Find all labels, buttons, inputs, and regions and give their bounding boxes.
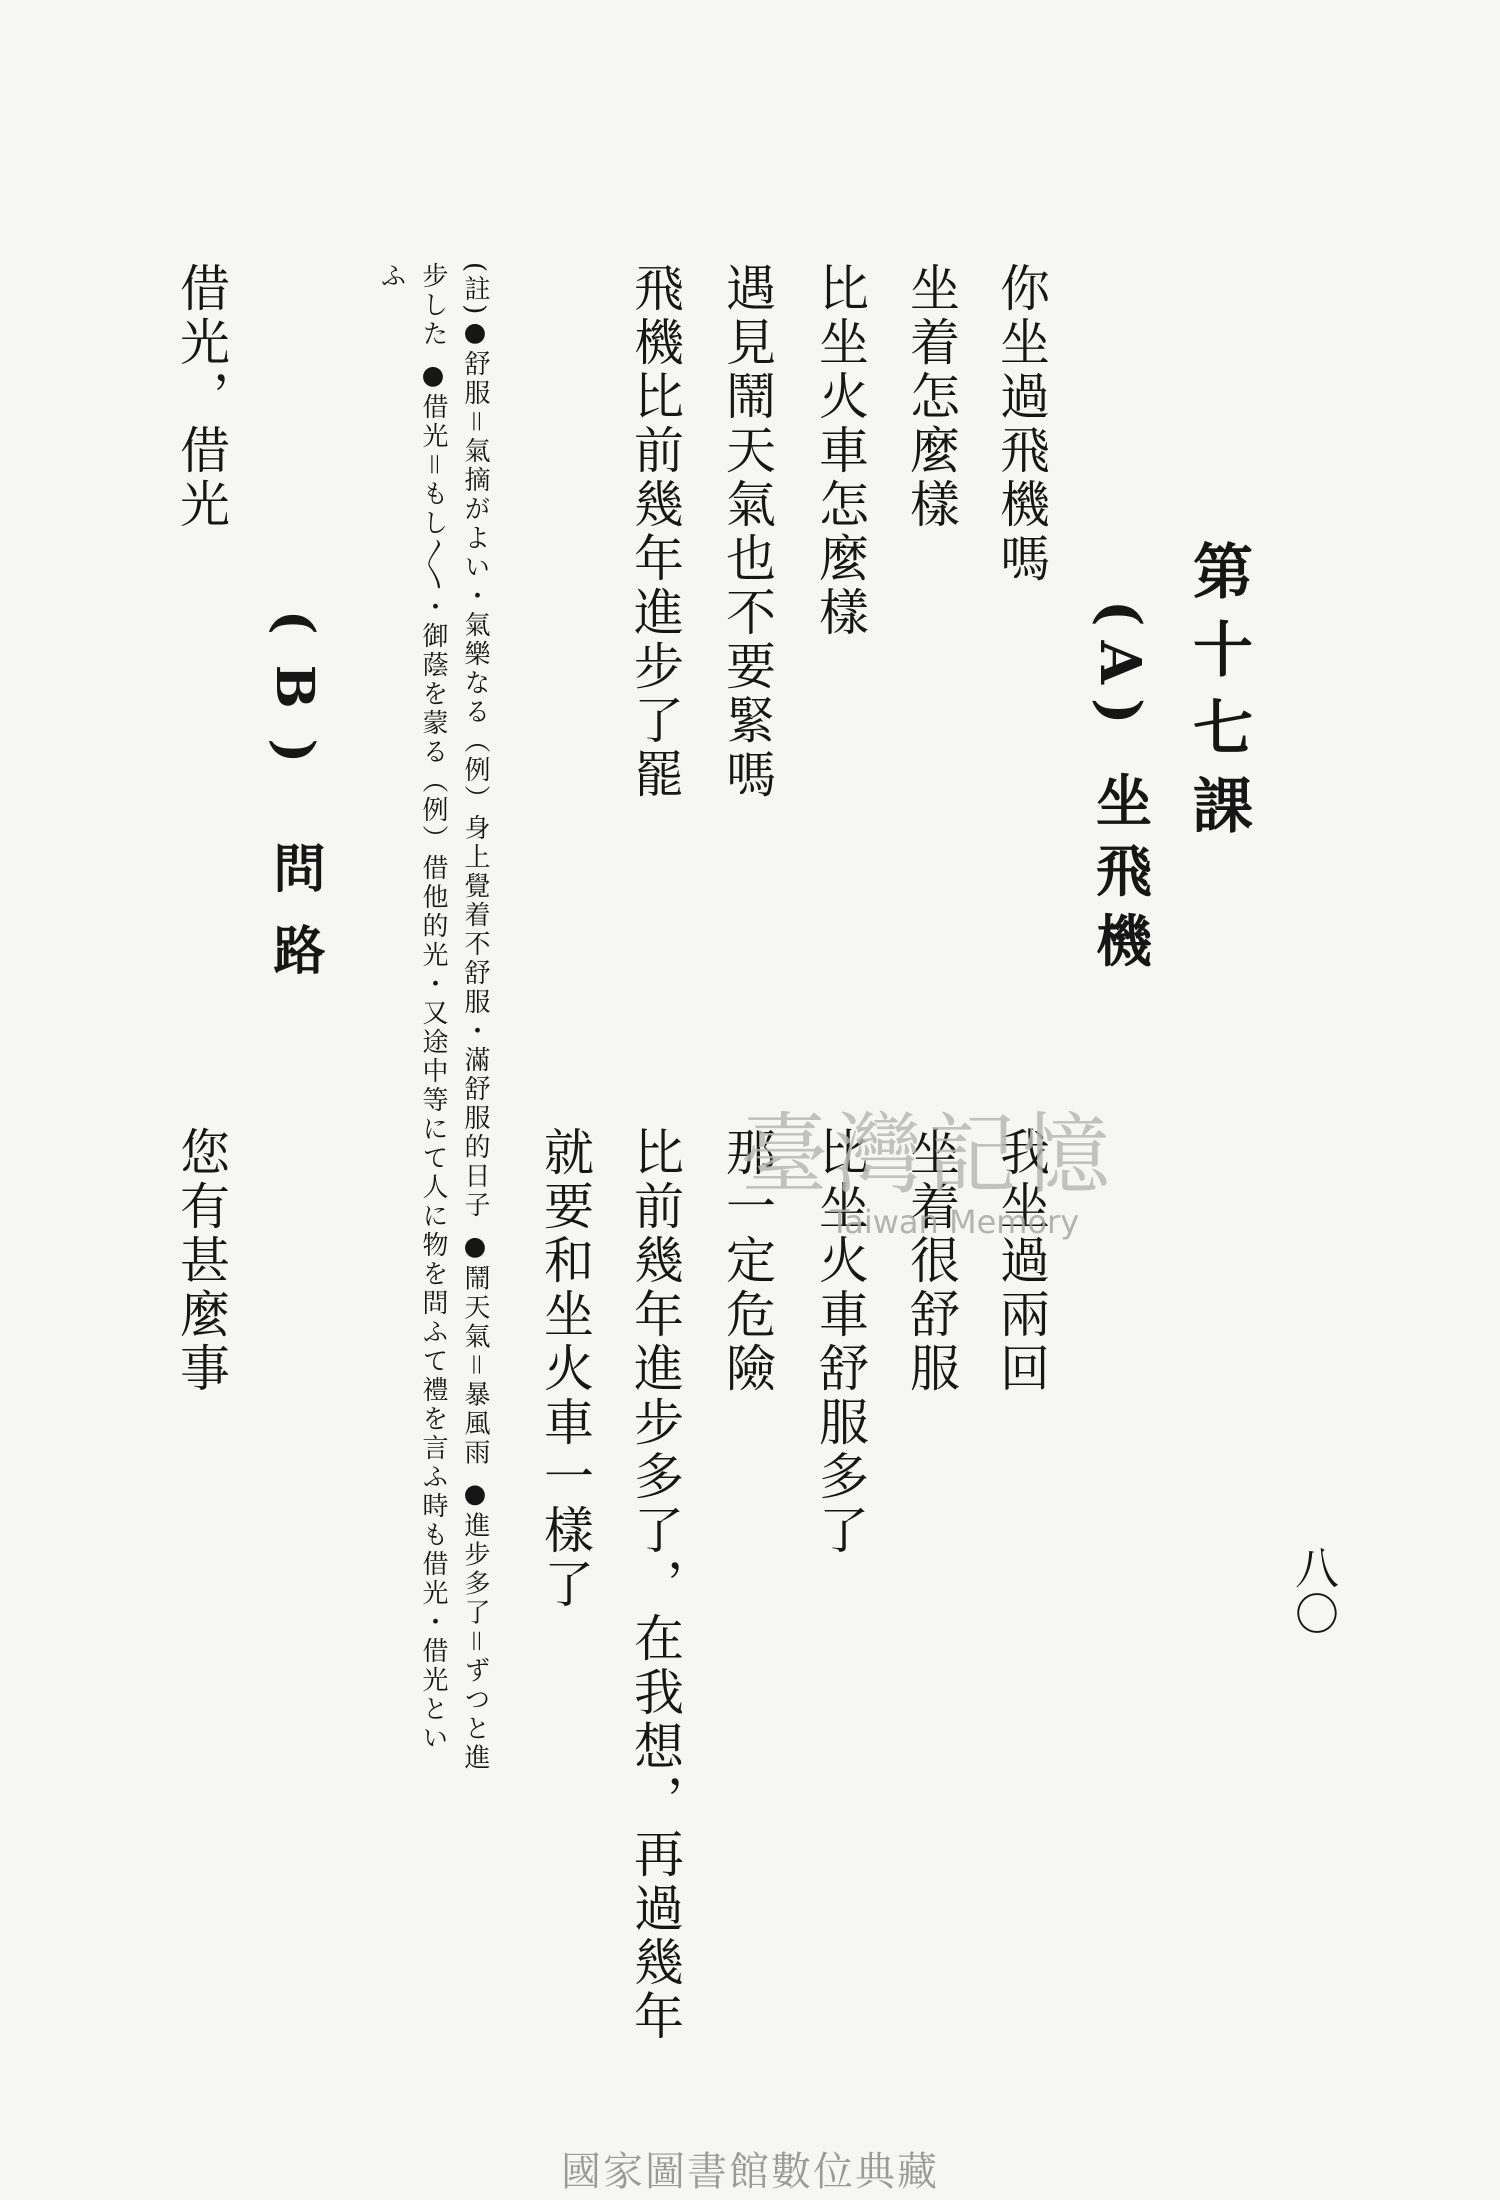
answer-line-2: 坐着很舒服 <box>902 1126 960 1396</box>
answer-line-3: 比坐火車舒服多了 <box>811 1126 869 1558</box>
answer-line-1: 我坐過兩回 <box>992 1126 1050 1396</box>
answer-line-6: 就要和坐火車一樣了 <box>536 1126 594 1612</box>
note-line-1: (註)●舒服＝氣摘がよい・氣樂なる（例）身上覺着不舒服・滿舒服的日子 ●鬧天氣＝暴風雨 ●進步多了＝ずつと進 <box>460 262 490 1773</box>
question-line-1: 你坐過飛機嗎 <box>992 262 1050 586</box>
section-b-heading: (B) 問路 <box>264 610 325 1006</box>
taiwan-memory-watermark <box>740 1085 1116 1241</box>
answer-line-4: 那一定危險 <box>718 1126 776 1396</box>
watermark-main-text: 臺灣記憶 <box>740 1103 1117 1206</box>
b-question-line: 借光，借光 <box>172 262 230 532</box>
question-line-4: 遇見鬧天氣也不要緊嗎 <box>718 262 776 802</box>
question-line-3: 比坐火車怎麼樣 <box>811 262 869 640</box>
answer-line-5: 比前幾年進步多了，在我想，再過幾年 <box>626 1126 684 2044</box>
section-a-heading: (A) 坐飛機 <box>1087 600 1153 982</box>
question-line-5: 飛機比前幾年進步了罷 <box>626 262 684 802</box>
page-number: 八〇 <box>1287 1545 1338 1637</box>
note-line-3: ふ <box>376 262 406 291</box>
b-answer-line: 您有甚麼事 <box>172 1126 230 1396</box>
lesson-title: 第十七課 <box>1183 540 1253 852</box>
footer-archive-label: 國家圖書館數位典藏 <box>561 2149 939 2195</box>
watermark-sub-text: Taiwan Memory <box>830 1203 1080 1241</box>
question-line-2: 坐着怎麼樣 <box>902 262 960 532</box>
note-line-2: 步した ●借光＝もし〳〵・御蔭を蒙る（例）借他的光・又途中等にて人に物を問ふて禮を言ふ時も借光・借光とい <box>418 262 448 1754</box>
